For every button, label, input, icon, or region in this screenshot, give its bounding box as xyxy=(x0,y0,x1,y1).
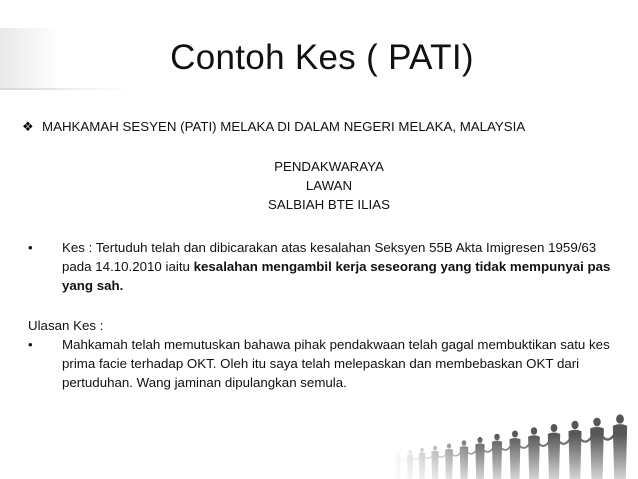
versus-label: LAWAN xyxy=(305,178,353,193)
case-text: Kes : Tertuduh telah dan dibicarakan atas kesalahan Seksyen 55B Akta Imigresen 1959/63 pada 14.10.2010 iaitu xyxy=(62,240,597,274)
parties-block xyxy=(0,157,638,214)
prosecutor-label: PENDAKWARAYA xyxy=(274,159,384,174)
accused-name: SALBIAH BTE ILIAS xyxy=(268,197,390,212)
case-description xyxy=(62,238,618,295)
review-text: Mahkamah telah memutuskan bahawa pihak pendakwaan telah gagal membuktikan satu kes prima facie terhadap OKT. Oleh itu saya telah melepaskan dan membebaskan OKT dari pertuduhan. Wang jaminan dipulangkan semula. xyxy=(62,337,610,390)
court-line xyxy=(22,117,622,136)
bullet-icon: • xyxy=(28,337,33,352)
slide-title: Contoh Kes ( PATI) xyxy=(170,38,474,77)
bullet-icon: • xyxy=(28,240,33,255)
court-name: MAHKAMAH SESYEN (PATI) MELAKA DI DALAM NEGERI MELAKA, MALAYSIA xyxy=(42,119,526,134)
people-holding-hands-image xyxy=(390,380,638,479)
title-accent-line xyxy=(0,88,130,90)
diamond-bullet-icon: ❖ xyxy=(22,119,34,134)
case-bullet-item xyxy=(28,238,618,295)
review-heading: Ulasan Kes : xyxy=(28,318,104,333)
case-offence: kesalahan mengambil kerja seseorang yang tidak mempunyai pas yang sah. xyxy=(62,259,611,293)
